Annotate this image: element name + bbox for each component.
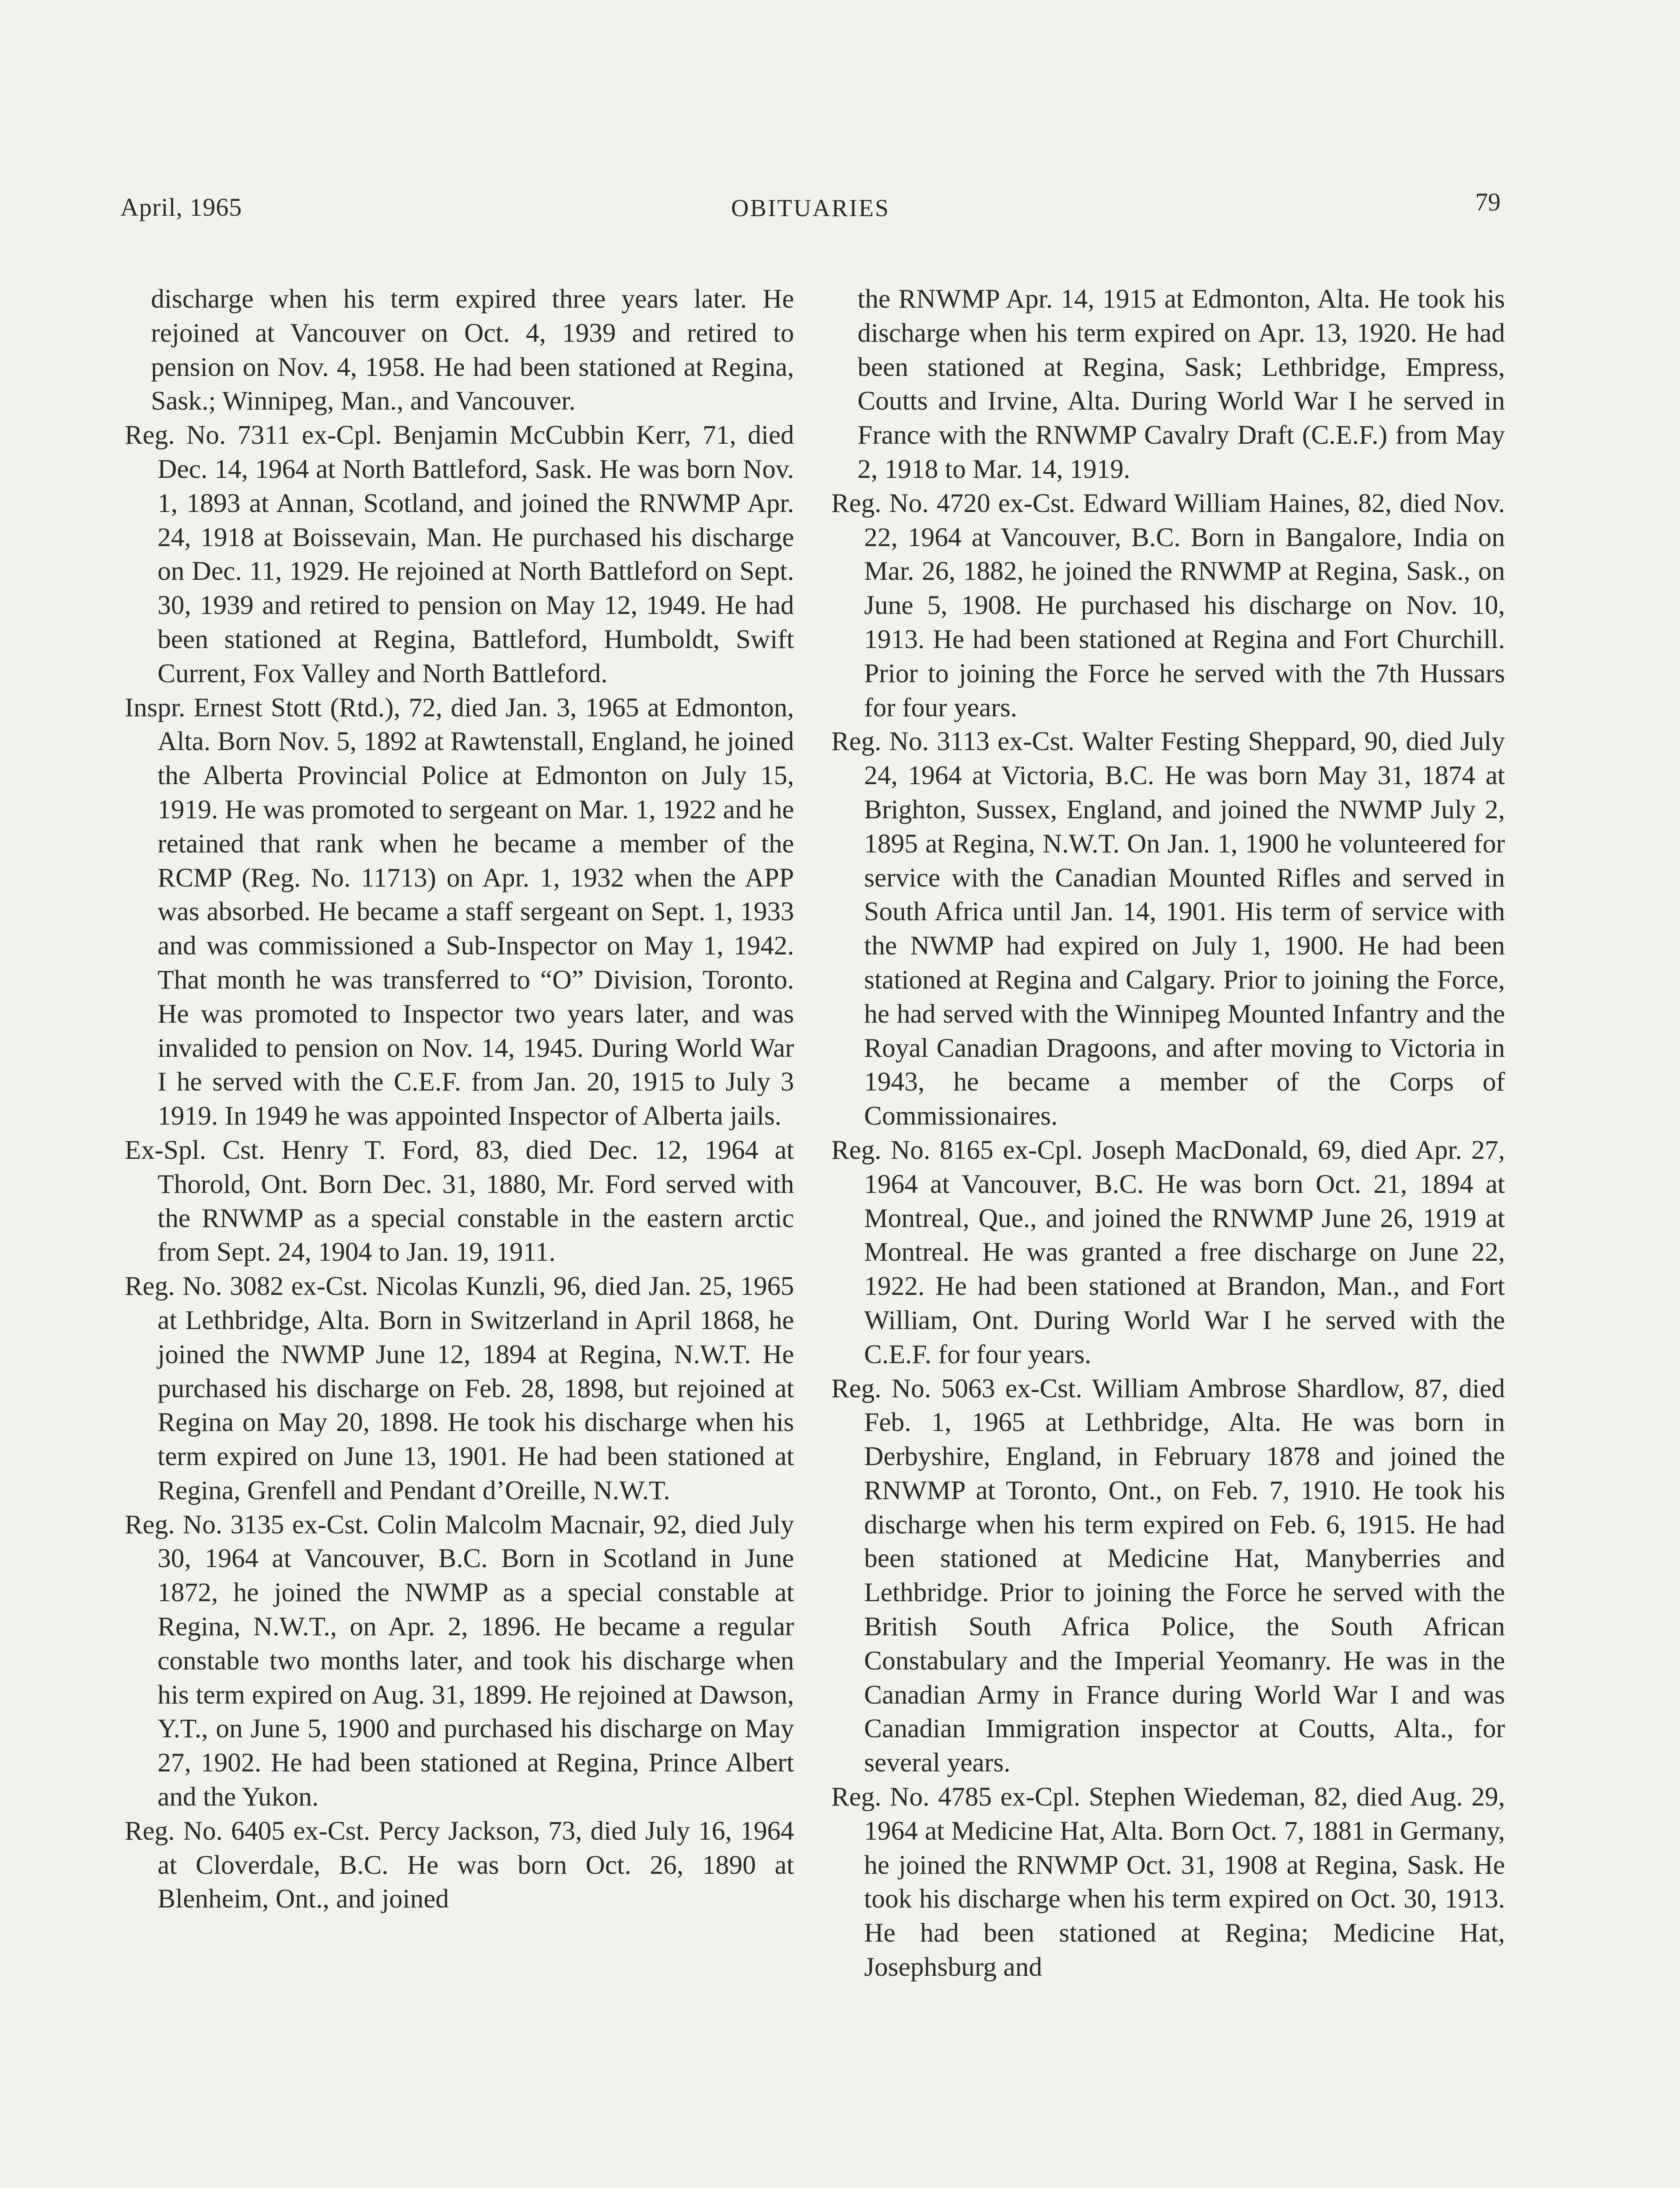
obituary-entry: Reg. No. 4785 ex-Cpl. Stephen Wiedeman, 82, died Aug. 29, 1964 at Medicine Hat, Alta. Born Oct. 7, 1881 in Germany, he joined the RNWMP Oct. 31, 1908 at Regina, Sask. He took his discharge when his term expired on Oct. 30, 1913. He had been stationed at Regina; Medicine Hat, Josephsburg and [831, 1782, 1505, 1982]
obituary-entry: Ex-Spl. Cst. Henry T. Ford, 83, died Dec. 12, 1964 at Thorold, Ont. Born Dec. 31, 1880, Mr. Ford served with the RNWMP as a special constable in the eastern arctic from Sept. 24, 1904 to Jan. 19, 1911. [125, 1135, 794, 1267]
running-header [120, 188, 1501, 241]
obituary-entry: Inspr. Ernest Stott (Rtd.), 72, died Jan. 3, 1965 at Edmonton, Alta. Born Nov. 5, 1892 at Rawtenstall, England, he joined the Alberta Provincial Police at Edmonton on July 15, 1919. He was promoted to sergeant on Mar. 1, 1922 and he retained that rank when he became a member of the RCMP (Reg. No. 11713) on Apr. 1, 1932 when the APP was absorbed. He became a staff sergeant on Sept. 1, 1933 and was commissioned a Sub-Inspector on May 1, 1942. That month he was transferred to “O” Division, Toronto. He was promoted to Inspector two years later, and was invalided to pension on Nov. 14, 1945. During World War I he served with the C.E.F. from Jan. 20, 1915 to July 3 1919. In 1949 he was appointed Inspector of Alberta jails. [125, 692, 794, 1131]
obituary-entry: Reg. No. 7311 ex-Cpl. Benjamin McCubbin Kerr, 71, died Dec. 14, 1964 at North Battleford, Sask. He was born Nov. 1, 1893 at Annan, Scotland, and joined the RNWMP Apr. 24, 1918 at Boissevain, Man. He purchased his discharge on Dec. 11, 1929. He rejoined at North Battleford on Sept. 30, 1939 and retired to pension on May 12, 1949. He had been stationed at Regina, Battleford, Humboldt, Swift Current, Fox Valley and North Battleford. [125, 420, 794, 688]
obituary-entry: Reg. No. 3135 ex-Cst. Colin Malcolm Macnair, 92, died July 30, 1964 at Vancouver, B.C. Born in Scotland in June 1872, he joined the NWMP as a special constable at Regina, N.W.T., on Apr. 2, 1896. He became a regular constable two months later, and took his discharge when his term expired on Aug. 31, 1899. He rejoined at Dawson, Y.T., on June 5, 1900 and purchased his discharge on May 27, 1902. He had been stationed at Regina, Prince Albert and the Yukon. [125, 1509, 794, 1812]
obituary-entry: Reg. No. 3113 ex-Cst. Walter Festing Sheppard, 90, died July 24, 1964 at Victoria, B.C. He was born May 31, 1874 at Brighton, Sussex, England, and joined the NWMP July 2, 1895 at Regina, N.W.T. On Jan. 1, 1900 he volunteered for service with the Canadian Mounted Rifles and served in South Africa until Jan. 14, 1901. His term of service with the NWMP had expired on July 1, 1900. He had been stationed at Regina and Calgary. Prior to joining the Force, he had served with the Winnipeg Mounted Infantry and the Royal Canadian Dragoons, and after moving to Victoria in 1943, he became a member of the Corps of Commissionaires. [831, 726, 1505, 1131]
page-number: 79 [1475, 188, 1501, 216]
left-column [125, 282, 794, 1916]
right-column [831, 282, 1505, 1985]
obituary-entry: Reg. No. 8165 ex-Cpl. Joseph MacDonald, 69, died Apr. 27, 1964 at Vancouver, B.C. He was born Oct. 21, 1894 at Montreal, Que., and joined the RNWMP June 26, 1919 at Montreal. He was granted a free discharge on June 22, 1922. He had been stationed at Brandon, Man., and Fort William, Ont. During World War I he served with the C.E.F. for four years. [831, 1135, 1505, 1369]
issue-date: April, 1965 [120, 193, 242, 221]
obituary-entry: Reg. No. 3082 ex-Cst. Nicolas Kunzli, 96, died Jan. 25, 1965 at Lethbridge, Alta. Born in Switzerland in April 1868, he joined the NWMP June 12, 1894 at Regina, N.W.T. He purchased his discharge on Feb. 28, 1898, but rejoined at Regina on May 20, 1898. He took his discharge when his term expired on June 13, 1901. He had been stationed at Regina, Grenfell and Pendant d’Oreille, N.W.T. [125, 1271, 794, 1505]
section-title: OBITUARIES [731, 195, 890, 222]
obituary-entry: Reg. No. 4720 ex-Cst. Edward William Haines, 82, died Nov. 22, 1964 at Vancouver, B.C. Born in Bangalore, India on Mar. 26, 1882, he joined the RNWMP at Regina, Sask., on June 5, 1908. He purchased his discharge on Nov. 10, 1913. He had been stationed at Regina and Fort Churchill. Prior to joining the Force he served with the 7th Hussars for four years. [831, 488, 1505, 722]
obituary-entry: Reg. No. 6405 ex-Cst. Percy Jackson, 73, died July 16, 1964 at Cloverdale, B.C. He was born Oct. 26, 1890 at Blenheim, Ont., and joined [125, 1816, 794, 1914]
obituary-continuation: the RNWMP Apr. 14, 1915 at Edmonton, Alta. He took his discharge when his term expired on Apr. 13, 1920. He had been stationed at Regina, Sask; Lethbridge, Empress, Coutts and Irvine, Alta. During World War I he served in France with the RNWMP Cavalry Draft (C.E.F.) from May 2, 1918 to Mar. 14, 1919. [858, 284, 1505, 484]
obituary-entry: Reg. No. 5063 ex-Cst. William Ambrose Shardlow, 87, died Feb. 1, 1965 at Lethbridge, Alta. He was born in Derbyshire, England, in February 1878 and joined the RNWMP at Toronto, Ont., on Feb. 7, 1910. He took his discharge when his term expired on Feb. 6, 1915. He had been stationed at Medicine Hat, Manyberries and Lethbridge. Prior to joining the Force he served with the British South Africa Police, the South African Constabulary and the Imperial Yeomanry. He was in the Canadian Army in France during World War I and was Canadian Immigration inspector at Coutts, Alta., for several years. [831, 1373, 1505, 1778]
obituary-continuation: discharge when his term expired three years later. He rejoined at Vancouver on Oct. 4, 1939 and retired to pension on Nov. 4, 1958. He had been stationed at Regina, Sask.; Winnipeg, Man., and Vancouver. [151, 284, 794, 416]
